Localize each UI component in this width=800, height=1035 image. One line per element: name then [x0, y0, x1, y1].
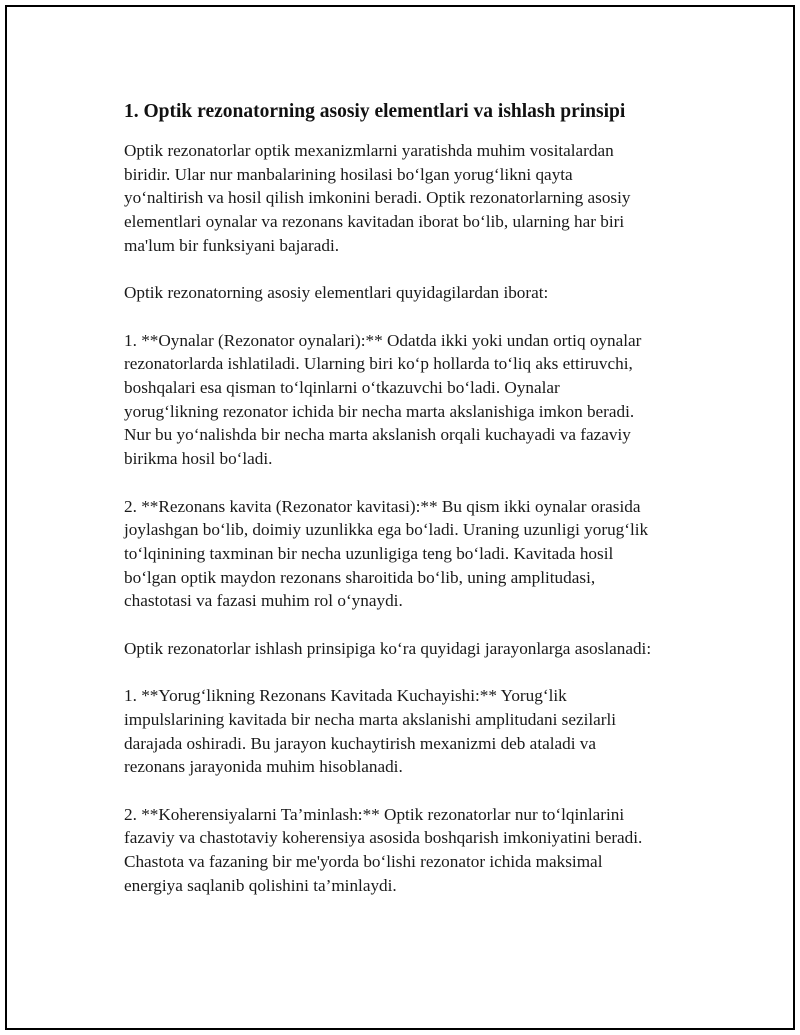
text-line: 1. **Oynalar (Rezonator oynalari):** Odatda ikki yoki undan ortiq oynalar: [124, 330, 642, 350]
text-line: yorug‘likning rezonator ichida bir necha marta akslanishiga imkon beradi.: [124, 401, 635, 421]
document-body: [124, 99, 704, 921]
text-line: energiya saqlanib qolishini ta’minlaydi.: [124, 875, 397, 895]
text-line: biridir. Ular nur manbalarining hosilasi bo‘lgan yorug‘likni qayta: [124, 164, 573, 184]
paragraph-amplification: [124, 684, 704, 779]
text-line: 2. **Koherensiyalarni Ta’minlash:** Optik rezonatorlar nur to‘lqinlarini: [124, 804, 625, 824]
text-line: Optik rezonatorlar optik mexanizmlarni yaratishda muhim vositalardan: [124, 141, 614, 160]
text-line: boshqalari esa qisman to‘lqinlarni o‘tkazuvchi bo‘ladi. Oynalar: [124, 378, 560, 397]
document-title: 1. Optik rezonatorning asosiy elementlari va ishlash prinsipi: [124, 101, 626, 122]
text-line: chastotasi va fazasi muhim rol o‘ynaydi.: [124, 591, 403, 611]
paragraph-principle-lead: [124, 637, 704, 661]
text-line: Optik rezonatorning asosiy elementlari quyidagilardan iborat:: [124, 283, 549, 303]
text-line: ma'lum bir funksiyani bajaradi.: [124, 235, 340, 255]
text-line: Nur bu yo‘nalishda bir necha marta akslanish orqali kuchayadi va fazaviy: [124, 425, 631, 445]
text-line: 2. **Rezonans kavita (Rezonator kavitasi):** Bu qism ikki oynalar orasida: [124, 496, 641, 516]
paragraph-elements-lead: [124, 281, 704, 305]
text-line: elementlari oynalar va rezonans kavitadan iborat bo‘lib, ularning har biri: [124, 212, 625, 232]
paragraph-coherence: [124, 803, 704, 898]
page-frame: [5, 5, 795, 1030]
text-line: rezonans jarayonida muhim hisoblanadi.: [124, 757, 403, 777]
text-line: darajada oshiradi. Bu jarayon kuchaytirish mexanizmi deb ataladi va: [124, 733, 597, 753]
text-line: to‘lqinining taxminan bir necha uzunligiga teng bo‘ladi. Kavitada hosil: [124, 543, 614, 563]
text-line: Optik rezonatorlar ishlash prinsipiga ko‘ra quyidagi jarayonlarga asoslanadi:: [124, 638, 652, 658]
text-line: bo‘lgan optik maydon rezonans sharoitida bo‘lib, uning amplitudasi,: [124, 567, 596, 587]
text-line: rezonatorlarda ishlatiladi. Ularning biri ko‘p hollarda to‘liq aks ettiruvchi,: [124, 354, 633, 374]
text-line: joylashgan bo‘lib, doimiy uzunlikka ega bo‘ladi. Uraning uzunligi yorug‘lik: [124, 520, 649, 540]
text-line: 1. **Yorug‘likning Rezonans Kavitada Kuchayishi:** Yorug‘lik: [124, 686, 567, 706]
paragraph-intro: [124, 139, 704, 258]
text-line: yo‘naltirish va hosil qilish imkonini beradi. Optik rezonatorlarning asosiy: [124, 188, 631, 208]
text-line: impulslarining kavitada bir necha marta akslanishi amplitudani sezilarli: [124, 709, 617, 729]
paragraph-cavity: [124, 495, 704, 614]
text-line: fazaviy va chastotaviy koherensiya asosida boshqarish imkoniyatini beradi.: [124, 828, 643, 848]
text-line: Chastota va fazaning bir me'yorda bo‘lishi rezonator ichida maksimal: [124, 852, 603, 871]
text-line: birikma hosil bo‘ladi.: [124, 449, 273, 469]
paragraph-mirrors: [124, 329, 704, 471]
